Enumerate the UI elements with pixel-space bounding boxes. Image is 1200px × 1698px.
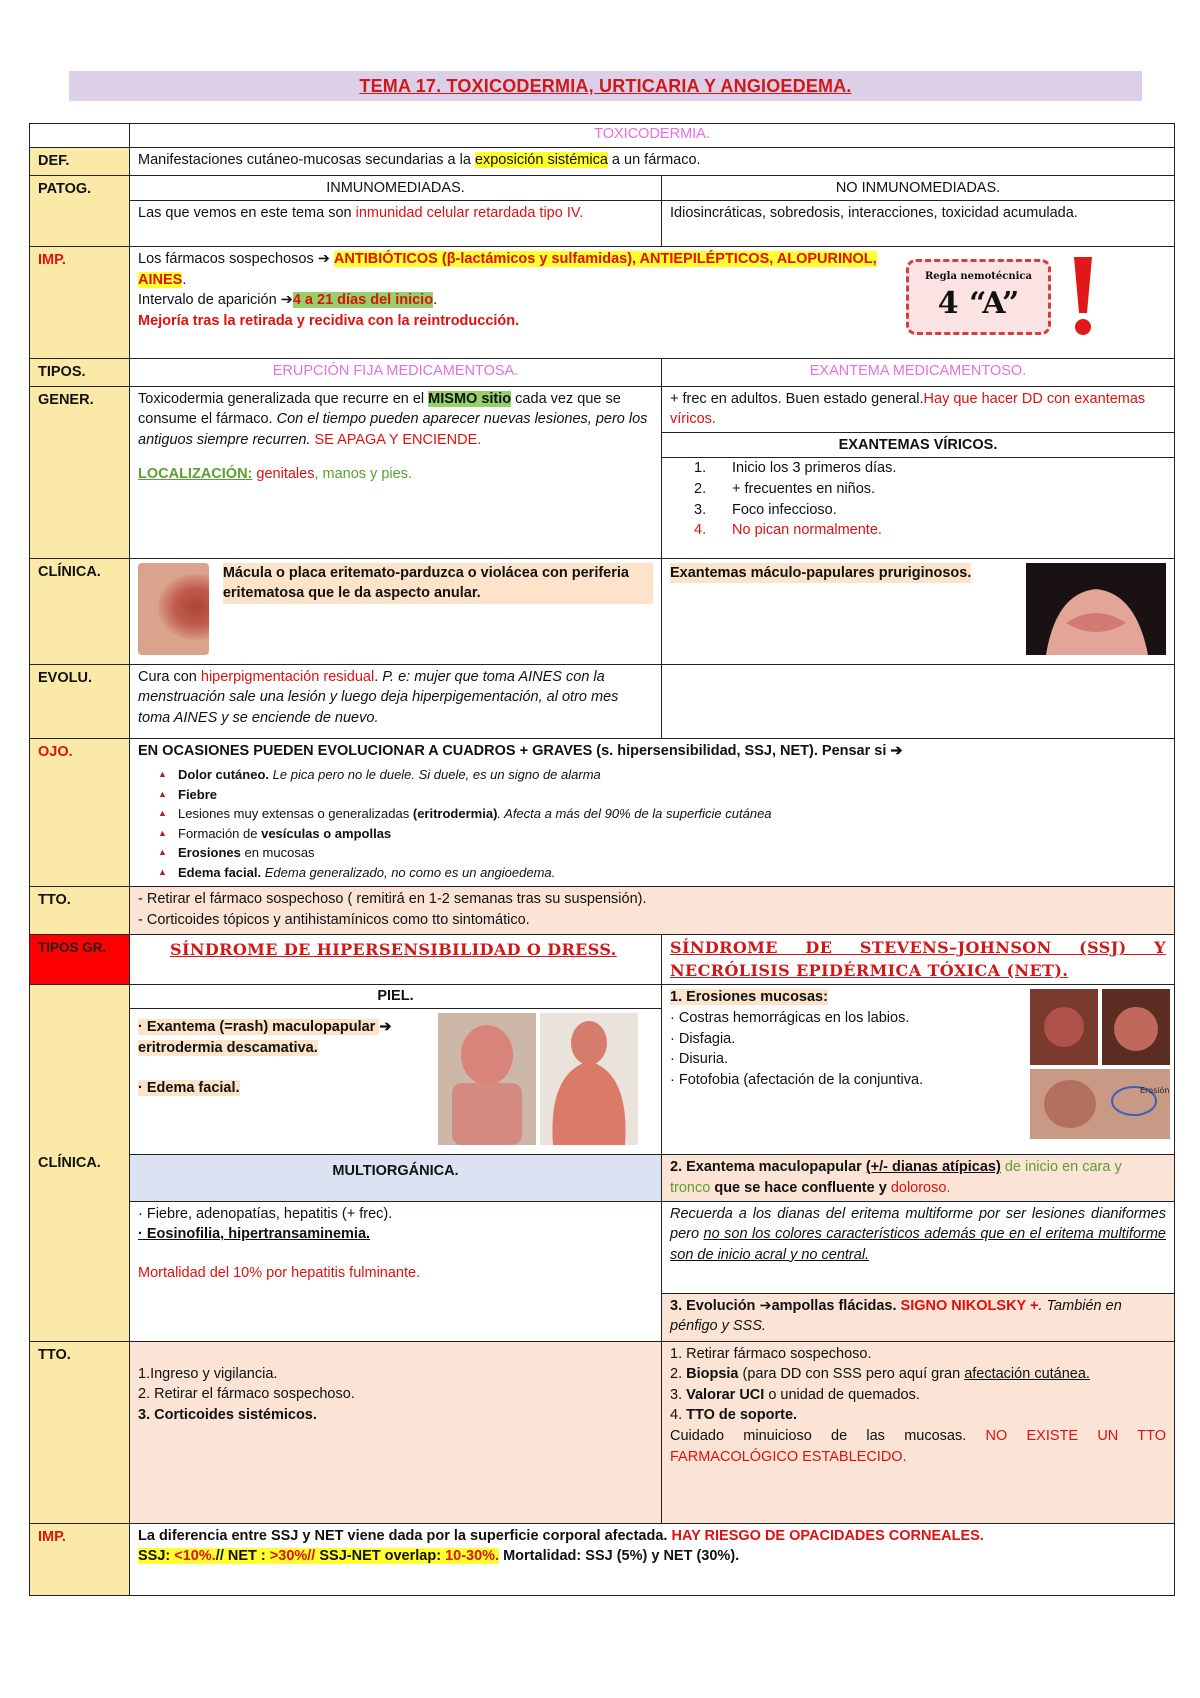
tto2-s1: 1. Retirar fármaco sospechoso. xyxy=(670,1345,872,1362)
evolu-example: P. e: mujer que toma AINES con la menstruación sale una lesión y luego deja hiperpigementación, al otro mes toma AINES y se enciende de nuevo. xyxy=(138,668,619,726)
page-title: TEMA 17. TOXICODERMIA, URTICARIA Y ANGIOEDEMA. xyxy=(69,71,1142,101)
clin1-cell-1 xyxy=(130,558,662,664)
imp2-a: La diferencia entre SSJ y NET viene dada por la superficie corporal afectada. xyxy=(138,1527,672,1544)
location-label: LOCALIZACIÓN: xyxy=(138,466,253,483)
item-bold: Dolor cutáneo. xyxy=(178,767,270,783)
imp-line2-text: Intervalo de aparición xyxy=(138,292,281,309)
dress-photos xyxy=(438,1013,638,1145)
imp-interval: 4 a 21 días del inicio xyxy=(292,292,434,309)
imp2-corneal: HAY RIESGO DE OPACIDADES CORNEALES. xyxy=(671,1527,984,1544)
ero-item: · Disfagia. xyxy=(670,1030,736,1047)
tto2-d2: 2. Retirar el fármaco sospechoso. xyxy=(138,1386,355,1403)
def-text xyxy=(130,148,1175,176)
patog-cell-2: Idiosincráticas, sobredosis, interacciones, toxicidad acumulada. xyxy=(662,201,1175,247)
item-bold: Fiebre xyxy=(178,786,218,802)
list-item xyxy=(694,458,1174,479)
tto2-s3c: o unidad de quemados. xyxy=(764,1386,920,1403)
ero-cell xyxy=(662,985,1175,1155)
item-bold: (eritrodermia) xyxy=(412,806,498,822)
tto2-dress xyxy=(130,1341,662,1523)
ssj-photos xyxy=(1030,989,1170,1139)
list-item xyxy=(694,500,1174,521)
tto2-support: TTO de soporte. xyxy=(686,1407,798,1424)
ex2-e: doloroso. xyxy=(890,1180,951,1197)
ev3-d: . También en pénfigo y SSS. xyxy=(670,1297,1122,1335)
list-item xyxy=(156,824,1166,844)
imp-cell xyxy=(130,247,1175,359)
evolu-cell xyxy=(130,664,662,738)
tto2-uci: Valorar UCI xyxy=(686,1386,765,1403)
row-label-clinica-2: CLÍNICA. xyxy=(30,985,130,1341)
piel-cell xyxy=(130,985,662,1155)
gener-same-site: MISMO sitio xyxy=(428,390,512,407)
ero-title: 1. Erosiones mucosas: xyxy=(670,989,828,1006)
gener-cell-2 xyxy=(662,386,1175,558)
list-item xyxy=(694,520,1174,541)
imp2-ssj-val: <10%. xyxy=(174,1548,216,1565)
piel-head: PIEL. xyxy=(130,985,661,1009)
clin1-desc: Mácula o placa eritemato-parduzca o violácea con periferia eritematosa que le da aspecto anular. xyxy=(223,563,653,604)
ex2-b: (+/- dianas atípicas) xyxy=(865,1159,1001,1176)
list-text: + frecuentes en niños. xyxy=(732,481,876,498)
item-normal: Lesiones muy extensas o generalizadas xyxy=(178,806,413,822)
patog-red-text: inmunidad celular retardada tipo IV. xyxy=(355,205,584,222)
arrow-icon: ➔ xyxy=(317,251,334,268)
item-bold: vesículas o ampollas xyxy=(261,825,392,841)
erosion-photo-label: Erosión xyxy=(1140,1086,1170,1096)
ssj-title-cell xyxy=(662,935,1175,985)
mnemonic-caption: Regla nemotécnica xyxy=(924,271,1033,283)
row-label-clinica: CLÍNICA. xyxy=(30,558,130,664)
list-item xyxy=(156,804,1166,824)
list-text: Inicio los 3 primeros días. xyxy=(732,460,897,477)
location-red: genitales xyxy=(252,466,315,483)
ssj-title: SÍNDROME DE STEVENS–JOHNSON (SSJ) Y NECRÓLISIS EPIDÉRMICA TÓXICA (NET). xyxy=(670,938,1166,980)
ero-item: · Costras hemorrágicas en los labios. xyxy=(670,1010,910,1027)
row-label-gener: GENER. xyxy=(30,386,130,558)
multi-line1: · Fiebre, adenopatías, hepatitis (+ frec). xyxy=(138,1205,393,1222)
list-num: 4. xyxy=(694,522,707,539)
viral-title: EXANTEMAS VÍRICOS. xyxy=(662,433,1174,459)
evolu-a: Cura con xyxy=(138,668,201,685)
tto2-s5a: Cuidado minuicioso de las mucosas. xyxy=(670,1427,986,1444)
list-item xyxy=(156,843,1166,863)
ev3-cell xyxy=(662,1293,1175,1341)
list-item xyxy=(156,765,1166,785)
item-normal: Formación de xyxy=(178,825,262,841)
location-green: , manos y pies. xyxy=(314,466,412,483)
imp2-net-val: >30%// xyxy=(269,1548,316,1565)
tipos-head-1: ERUPCIÓN FIJA MEDICAMENTOSA. xyxy=(130,359,662,387)
gener-text-d: Con el tiempo pueden aparecer nuevas lesiones, pero los antiguos siempre recurren. xyxy=(138,411,648,448)
gener-on-off: SE APAGA Y ENCIENDE. xyxy=(314,431,482,448)
row-label-ojo: OJO. xyxy=(30,738,130,887)
evolu-c: . xyxy=(374,668,383,685)
imp2-mortality: Mortalidad: SSJ (5%) y NET (30%). xyxy=(499,1548,740,1565)
tto2-no-tto: NO EXISTE UN TTO FARMACOLÓGICO ESTABLECIDO. xyxy=(670,1427,1166,1465)
patog-cell-1 xyxy=(130,201,662,247)
mnemonic-sign xyxy=(906,253,1126,339)
multi-head: MULTIORGÁNICA. xyxy=(130,1155,662,1201)
section-header xyxy=(130,124,1175,148)
patog-head-2: NO INMUNOMEDIADAS. xyxy=(662,175,1175,201)
ojo-cell xyxy=(130,738,1175,887)
evolu-red: hiperpigmentación residual xyxy=(200,668,375,685)
clin1-cell-2 xyxy=(662,558,1175,664)
gener-dd: Hay que hacer DD con exantemas víricos. xyxy=(670,390,1146,428)
row-label-evolu: EVOLU. xyxy=(30,664,130,738)
ev3-a: 3. Evolución xyxy=(670,1297,760,1314)
list-num: 2. xyxy=(694,481,707,498)
imp2-overlap: SSJ-NET overlap: xyxy=(315,1548,446,1565)
imp2-ssj: SSJ: xyxy=(138,1548,175,1565)
tto1-line2: - Corticoides tópicos y antihistamínicos como tto sintomático. xyxy=(138,911,530,928)
list-num: 1. xyxy=(694,460,707,477)
imp-line2-end: . xyxy=(433,292,438,309)
patog-head-1: INMUNOMEDIADAS. xyxy=(130,175,662,201)
tto2-s4a: 4. xyxy=(670,1407,687,1424)
imp-line1-end: . xyxy=(182,271,187,288)
piel-eritrodermia: eritrodermia descamativa. xyxy=(138,1039,318,1056)
tto2-s2a: 2. xyxy=(670,1366,687,1383)
row-label-imp: IMP. xyxy=(30,247,130,359)
exclamation-icon xyxy=(1066,253,1100,339)
ero-item: · Disuria. xyxy=(670,1051,729,1068)
tto2-s2c: (para DD con SSS pero aquí gran xyxy=(738,1366,965,1383)
item-italic: . Afecta a más del 90% de la superficie cutánea xyxy=(497,806,772,822)
row-label-tto: TTO. xyxy=(30,887,130,935)
piel-edema: · Edema facial. xyxy=(138,1080,240,1097)
tto2-ssj xyxy=(662,1341,1175,1523)
item-italic: Le pica pero no le duele. Si duele, es un signo de alarma xyxy=(272,767,601,783)
list-item xyxy=(694,479,1174,500)
patog-text: Las que vemos en este tema son xyxy=(138,205,356,222)
gener-text-a: Toxicodermia generalizada que recurre en el xyxy=(138,390,429,407)
multi-line2: · Eosinofilia, hipertransaminemia. xyxy=(138,1226,371,1243)
ex2-cell xyxy=(662,1155,1175,1201)
arrow-icon: ➔ xyxy=(759,1297,772,1314)
gener-adults: + frec en adultos. Buen estado general. xyxy=(670,390,924,407)
evolu-empty xyxy=(662,664,1175,738)
row-label-patog: PATOG. xyxy=(30,175,130,247)
item-bold: Edema facial. xyxy=(178,864,262,880)
multi-mortality: Mortalidad del 10% por hepatitis fulminante. xyxy=(138,1264,421,1281)
list-item xyxy=(156,785,1166,805)
rash-photo xyxy=(1026,563,1166,655)
tto2-d3: 3. Corticoides sistémicos. xyxy=(138,1406,317,1423)
mnemonic-box xyxy=(906,259,1051,335)
item-normal: en mucosas xyxy=(240,845,315,861)
clin1-desc-2: Exantemas máculo-papulares pruriginosos. xyxy=(670,563,971,584)
lesion-photo xyxy=(138,563,209,655)
def-highlight: exposición sistémica xyxy=(474,152,608,168)
gener-cell-1 xyxy=(130,386,662,558)
dress-title-cell xyxy=(130,935,662,985)
row-label-tiposgr: TIPOS GR. xyxy=(30,935,130,985)
imp2-overlap-val: 10-30%. xyxy=(445,1548,500,1565)
list-num: 3. xyxy=(694,501,707,518)
row-label-def: DEF. xyxy=(30,148,130,176)
imp-drugs: ANTIBIÓTICOS (β-lactámicos y sulfamidas), ANTIEPILÉPTICOS, ALOPURINOL, AINES xyxy=(138,251,877,288)
viral-list xyxy=(694,458,1174,540)
ex2-d: que se hace confluente y xyxy=(710,1180,891,1197)
multi-cell xyxy=(130,1201,662,1341)
tto2-s3a: 3. xyxy=(670,1386,687,1403)
section-header-text: TOXICODERMIA. xyxy=(594,126,710,142)
rec-cell xyxy=(662,1201,1175,1293)
mnemonic-text: 4 “A” xyxy=(937,286,1020,322)
rec-text: Recuerda a los dianas del eritema multiforme por ser lesiones dianiformes pero xyxy=(670,1205,1166,1243)
tto2-d1: 1.Ingreso y vigilancia. xyxy=(138,1365,278,1382)
tto2-s2d: afectación cutánea. xyxy=(964,1366,1090,1383)
gener-text-c: cada vez que se consume el fármaco. xyxy=(138,390,621,428)
tto1-cell xyxy=(130,887,1175,935)
ex2-a: 2. Exantema maculopapular xyxy=(670,1159,866,1176)
item-bold: Erosiones xyxy=(178,845,241,861)
imp-line3: Mejoría tras la retirada y recidiva con la reintroducción. xyxy=(138,312,520,329)
tipos-head-2: EXANTEMA MEDICAMENTOSO. xyxy=(662,359,1175,387)
row-label-tipos: TIPOS. xyxy=(30,359,130,387)
item-italic: Edema generalizado, no como es un angioedema. xyxy=(264,864,556,880)
list-text: Foco infeccioso. xyxy=(732,501,837,518)
arrow-icon: ➔ xyxy=(890,742,903,759)
arrow-icon: ➔ xyxy=(379,1019,392,1036)
list-item xyxy=(156,863,1166,883)
summary-table xyxy=(29,123,1175,1596)
ev3-b: ampollas flácidas. xyxy=(771,1297,901,1314)
arrow-icon: ➔ xyxy=(280,292,293,309)
dress-title: SÍNDROME DE HIPERSENSIBILIDAD O DRESS. xyxy=(170,940,617,960)
list-text: No pican normalmente. xyxy=(732,522,882,539)
ojo-list xyxy=(156,765,1166,882)
ero-item: · Fotofobia (afectación de la conjuntiva. xyxy=(670,1071,924,1088)
row-label-tto-2: TTO. xyxy=(30,1341,130,1523)
tto1-line1: - Retirar el fármaco sospechoso ( remitirá en 1-2 semanas tras su suspensión). xyxy=(138,891,647,908)
rec-underlined: no son los colores característicos además que en el eritema multiforme son de inicio acral y no central. xyxy=(670,1226,1166,1263)
piel-rash: · Exantema (=rash) maculopapular xyxy=(138,1019,380,1036)
ojo-head: EN OCASIONES PUEDEN EVOLUCIONAR A CUADROS + GRAVES (s. hipersensibilidad, SSJ, NET). Pensar si xyxy=(138,742,891,759)
ex2-c: de inicio en cara y tronco xyxy=(670,1159,1122,1197)
def-text-1: Manifestaciones cutáneo-mucosas secundarias a la xyxy=(138,152,475,168)
row-label-imp-2: IMP. xyxy=(30,1523,130,1595)
def-text-3: a un fármaco. xyxy=(607,152,701,168)
imp-line1-text: Los fármacos sospechosos xyxy=(138,251,318,268)
imp2-cell xyxy=(130,1523,1175,1595)
imp2-net: // NET : xyxy=(215,1548,270,1565)
tto2-biopsy: Biopsia xyxy=(686,1366,739,1383)
nikolsky: SIGNO NIKOLSKY + xyxy=(900,1297,1039,1314)
